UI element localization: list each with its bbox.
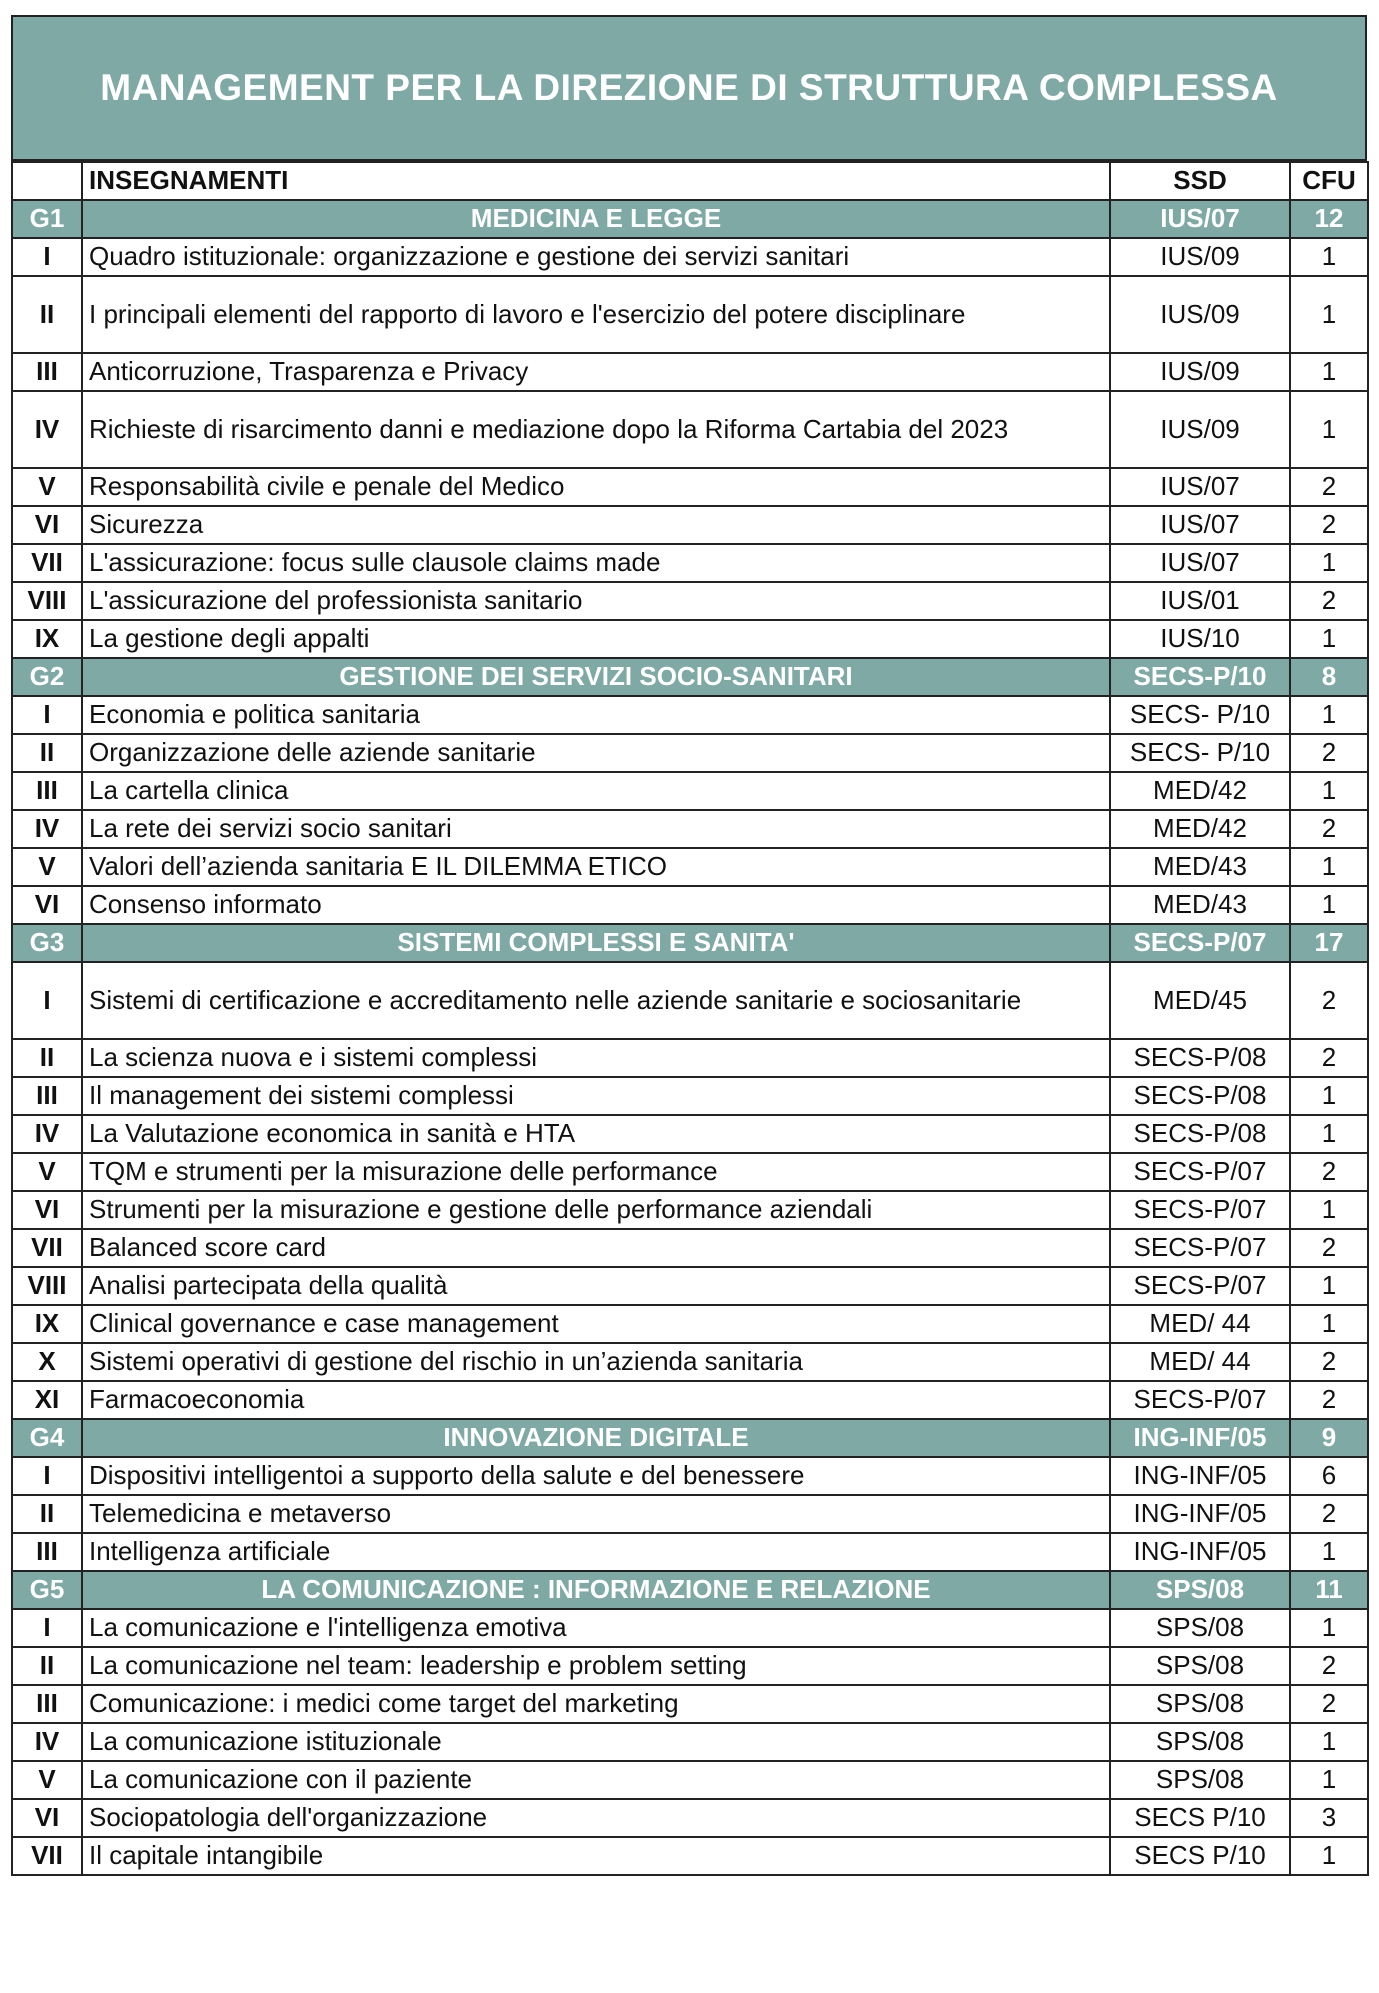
course-ssd: ING-INF/05 xyxy=(1110,1533,1290,1571)
course-cfu: 6 xyxy=(1290,1457,1368,1495)
group-cfu: 12 xyxy=(1290,200,1368,238)
table-row xyxy=(12,734,1368,772)
row-number: VII xyxy=(12,544,82,582)
table-row xyxy=(12,810,1368,848)
table-row xyxy=(12,1533,1368,1571)
course-name: La comunicazione e l'intelligenza emotiva xyxy=(82,1609,1110,1647)
table-row xyxy=(12,848,1368,886)
row-number: IV xyxy=(12,1115,82,1153)
table-row xyxy=(12,1267,1368,1305)
row-number: II xyxy=(12,276,82,353)
row-number: VI xyxy=(12,506,82,544)
course-cfu: 1 xyxy=(1290,1723,1368,1761)
course-ssd: MED/ 44 xyxy=(1110,1305,1290,1343)
course-name: Sistemi di certificazione e accreditamento nelle aziende sanitarie e sociosanitarie xyxy=(82,962,1110,1039)
course-name: Richieste di risarcimento danni e mediazione dopo la Riforma Cartabia del 2023 xyxy=(82,391,1110,468)
row-number: XI xyxy=(12,1381,82,1419)
group-name: INNOVAZIONE DIGITALE xyxy=(82,1419,1110,1457)
course-ssd: ING-INF/05 xyxy=(1110,1457,1290,1495)
course-name: La comunicazione nel team: leadership e problem setting xyxy=(82,1647,1110,1685)
group-ssd: ING-INF/05 xyxy=(1110,1419,1290,1457)
course-cfu: 3 xyxy=(1290,1799,1368,1837)
table-row xyxy=(12,1685,1368,1723)
group-cfu: 8 xyxy=(1290,658,1368,696)
course-name: Organizzazione delle aziende sanitarie xyxy=(82,734,1110,772)
course-name: La cartella clinica xyxy=(82,772,1110,810)
course-cfu: 1 xyxy=(1290,1267,1368,1305)
table-row xyxy=(12,582,1368,620)
course-name: Consenso informato xyxy=(82,886,1110,924)
course-ssd: MED/43 xyxy=(1110,886,1290,924)
group-ssd: SECS-P/07 xyxy=(1110,924,1290,962)
table-row xyxy=(12,1495,1368,1533)
header-ssd: SSD xyxy=(1110,162,1290,200)
course-cfu: 1 xyxy=(1290,848,1368,886)
course-cfu: 2 xyxy=(1290,810,1368,848)
table-row xyxy=(12,468,1368,506)
course-name: Il management dei sistemi complessi xyxy=(82,1077,1110,1115)
course-ssd: SECS-P/07 xyxy=(1110,1267,1290,1305)
page-title: MANAGEMENT PER LA DIREZIONE DI STRUTTURA COMPLESSA xyxy=(11,15,1367,161)
row-number: II xyxy=(12,734,82,772)
group-name: LA COMUNICAZIONE : INFORMAZIONE E RELAZIONE xyxy=(82,1571,1110,1609)
course-name: Quadro istituzionale: organizzazione e gestione dei servizi sanitari xyxy=(82,238,1110,276)
row-number: III xyxy=(12,1533,82,1571)
course-ssd: SECS- P/10 xyxy=(1110,696,1290,734)
table-row xyxy=(12,962,1368,1039)
course-cfu: 1 xyxy=(1290,886,1368,924)
group-ssd: SPS/08 xyxy=(1110,1571,1290,1609)
group-cfu: 11 xyxy=(1290,1571,1368,1609)
table-row xyxy=(12,1077,1368,1115)
course-cfu: 2 xyxy=(1290,734,1368,772)
table-row xyxy=(12,391,1368,468)
course-ssd: IUS/07 xyxy=(1110,544,1290,582)
course-name: La rete dei servizi socio sanitari xyxy=(82,810,1110,848)
course-ssd: MED/42 xyxy=(1110,772,1290,810)
table-row xyxy=(12,1723,1368,1761)
group-header-row xyxy=(12,200,1368,238)
row-number: I xyxy=(12,696,82,734)
table-row xyxy=(12,1761,1368,1799)
group-code: G1 xyxy=(12,200,82,238)
course-name: Dispositivi intelligentoi a supporto della salute e del benessere xyxy=(82,1457,1110,1495)
course-ssd: SPS/08 xyxy=(1110,1723,1290,1761)
group-name: MEDICINA E LEGGE xyxy=(82,200,1110,238)
course-cfu: 2 xyxy=(1290,1153,1368,1191)
course-name: Sociopatologia dell'organizzazione xyxy=(82,1799,1110,1837)
course-cfu: 1 xyxy=(1290,238,1368,276)
course-name: Sistemi operativi di gestione del rischio in un’azienda sanitaria xyxy=(82,1343,1110,1381)
course-ssd: SECS-P/07 xyxy=(1110,1229,1290,1267)
course-cfu: 1 xyxy=(1290,1077,1368,1115)
course-ssd: SECS P/10 xyxy=(1110,1837,1290,1875)
course-ssd: IUS/07 xyxy=(1110,506,1290,544)
course-name: Comunicazione: i medici come target del marketing xyxy=(82,1685,1110,1723)
table-row xyxy=(12,1609,1368,1647)
row-number: V xyxy=(12,1153,82,1191)
course-cfu: 1 xyxy=(1290,1533,1368,1571)
group-header-row xyxy=(12,1571,1368,1609)
course-ssd: SECS-P/08 xyxy=(1110,1077,1290,1115)
row-number: V xyxy=(12,848,82,886)
table-row xyxy=(12,1191,1368,1229)
course-ssd: IUS/09 xyxy=(1110,353,1290,391)
row-number: V xyxy=(12,468,82,506)
course-cfu: 1 xyxy=(1290,276,1368,353)
course-name: L'assicurazione del professionista sanitario xyxy=(82,582,1110,620)
course-cfu: 2 xyxy=(1290,1647,1368,1685)
table-header-row xyxy=(12,162,1368,200)
course-cfu: 2 xyxy=(1290,1343,1368,1381)
course-ssd: MED/42 xyxy=(1110,810,1290,848)
row-number: IV xyxy=(12,1723,82,1761)
course-cfu: 2 xyxy=(1290,506,1368,544)
table-row xyxy=(12,620,1368,658)
course-ssd: MED/ 44 xyxy=(1110,1343,1290,1381)
course-cfu: 1 xyxy=(1290,1305,1368,1343)
course-cfu: 2 xyxy=(1290,1495,1368,1533)
course-name: La gestione degli appalti xyxy=(82,620,1110,658)
course-ssd: MED/43 xyxy=(1110,848,1290,886)
row-number: V xyxy=(12,1761,82,1799)
group-ssd: IUS/07 xyxy=(1110,200,1290,238)
course-cfu: 2 xyxy=(1290,582,1368,620)
course-name: Il capitale intangibile xyxy=(82,1837,1110,1875)
row-number: III xyxy=(12,353,82,391)
course-name: La scienza nuova e i sistemi complessi xyxy=(82,1039,1110,1077)
course-ssd: IUS/07 xyxy=(1110,468,1290,506)
table-row xyxy=(12,544,1368,582)
course-cfu: 1 xyxy=(1290,1191,1368,1229)
course-ssd: SECS- P/10 xyxy=(1110,734,1290,772)
table-row xyxy=(12,1115,1368,1153)
table-row xyxy=(12,1305,1368,1343)
row-number: I xyxy=(12,238,82,276)
header-cfu: CFU xyxy=(1290,162,1368,200)
document xyxy=(11,15,1367,1876)
course-ssd: SECS-P/08 xyxy=(1110,1115,1290,1153)
group-name: SISTEMI COMPLESSI E SANITA' xyxy=(82,924,1110,962)
course-name: Responsabilità civile e penale del Medico xyxy=(82,468,1110,506)
course-ssd: SECS-P/07 xyxy=(1110,1191,1290,1229)
course-cfu: 2 xyxy=(1290,1039,1368,1077)
row-number: VIII xyxy=(12,1267,82,1305)
header-insegnamenti: INSEGNAMENTI xyxy=(82,162,1110,200)
table-row xyxy=(12,353,1368,391)
row-number: I xyxy=(12,962,82,1039)
course-name: Sicurezza xyxy=(82,506,1110,544)
course-name: Strumenti per la misurazione e gestione delle performance aziendali xyxy=(82,1191,1110,1229)
row-number: VI xyxy=(12,1799,82,1837)
group-header-row xyxy=(12,658,1368,696)
course-cfu: 2 xyxy=(1290,1229,1368,1267)
course-name: L'assicurazione: focus sulle clausole claims made xyxy=(82,544,1110,582)
row-number: VI xyxy=(12,1191,82,1229)
course-cfu: 2 xyxy=(1290,962,1368,1039)
course-cfu: 2 xyxy=(1290,1685,1368,1723)
table-row xyxy=(12,696,1368,734)
table-row xyxy=(12,1837,1368,1875)
course-ssd: SECS-P/07 xyxy=(1110,1381,1290,1419)
row-number: III xyxy=(12,772,82,810)
table-row xyxy=(12,276,1368,353)
row-number: VI xyxy=(12,886,82,924)
course-ssd: SECS-P/07 xyxy=(1110,1153,1290,1191)
course-name: Intelligenza artificiale xyxy=(82,1533,1110,1571)
course-cfu: 2 xyxy=(1290,1381,1368,1419)
course-name: Farmacoeconomia xyxy=(82,1381,1110,1419)
row-number: VIII xyxy=(12,582,82,620)
course-cfu: 1 xyxy=(1290,391,1368,468)
table-row xyxy=(12,506,1368,544)
course-table xyxy=(11,161,1369,1876)
row-number: VII xyxy=(12,1837,82,1875)
course-cfu: 1 xyxy=(1290,696,1368,734)
row-number: III xyxy=(12,1685,82,1723)
course-ssd: IUS/01 xyxy=(1110,582,1290,620)
table-row xyxy=(12,1381,1368,1419)
course-cfu: 1 xyxy=(1290,1761,1368,1799)
table-row xyxy=(12,1229,1368,1267)
row-number: I xyxy=(12,1457,82,1495)
course-name: Anticorruzione, Trasparenza e Privacy xyxy=(82,353,1110,391)
course-name: TQM e strumenti per la misurazione delle performance xyxy=(82,1153,1110,1191)
course-ssd: SPS/08 xyxy=(1110,1761,1290,1799)
header-num xyxy=(12,162,82,200)
table-row xyxy=(12,772,1368,810)
course-cfu: 1 xyxy=(1290,620,1368,658)
course-name: La comunicazione con il paziente xyxy=(82,1761,1110,1799)
course-cfu: 1 xyxy=(1290,1837,1368,1875)
table-row xyxy=(12,1153,1368,1191)
group-ssd: SECS-P/10 xyxy=(1110,658,1290,696)
course-ssd: SECS P/10 xyxy=(1110,1799,1290,1837)
course-name: Economia e politica sanitaria xyxy=(82,696,1110,734)
course-ssd: SPS/08 xyxy=(1110,1647,1290,1685)
group-cfu: 17 xyxy=(1290,924,1368,962)
table-row xyxy=(12,1457,1368,1495)
table-row xyxy=(12,886,1368,924)
course-name: Telemedicina e metaverso xyxy=(82,1495,1110,1533)
course-ssd: SPS/08 xyxy=(1110,1609,1290,1647)
table-row xyxy=(12,1343,1368,1381)
course-cfu: 1 xyxy=(1290,544,1368,582)
table-row xyxy=(12,238,1368,276)
group-code: G2 xyxy=(12,658,82,696)
row-number: IX xyxy=(12,620,82,658)
course-name: Clinical governance e case management xyxy=(82,1305,1110,1343)
row-number: I xyxy=(12,1609,82,1647)
row-number: IV xyxy=(12,391,82,468)
table-row xyxy=(12,1799,1368,1837)
course-name: Valori dell’azienda sanitaria E IL DILEMMA ETICO xyxy=(82,848,1110,886)
row-number: II xyxy=(12,1495,82,1533)
course-ssd: SPS/08 xyxy=(1110,1685,1290,1723)
course-cfu: 1 xyxy=(1290,1115,1368,1153)
group-header-row xyxy=(12,1419,1368,1457)
course-cfu: 2 xyxy=(1290,468,1368,506)
course-cfu: 1 xyxy=(1290,772,1368,810)
course-cfu: 1 xyxy=(1290,1609,1368,1647)
table-row xyxy=(12,1039,1368,1077)
course-ssd: IUS/09 xyxy=(1110,238,1290,276)
course-ssd: ING-INF/05 xyxy=(1110,1495,1290,1533)
group-code: G5 xyxy=(12,1571,82,1609)
course-ssd: IUS/09 xyxy=(1110,276,1290,353)
row-number: III xyxy=(12,1077,82,1115)
course-name: La Valutazione economica in sanità e HTA xyxy=(82,1115,1110,1153)
group-name: GESTIONE DEI SERVIZI SOCIO-SANITARI xyxy=(82,658,1110,696)
row-number: VII xyxy=(12,1229,82,1267)
row-number: II xyxy=(12,1039,82,1077)
course-name: Balanced score card xyxy=(82,1229,1110,1267)
course-ssd: MED/45 xyxy=(1110,962,1290,1039)
row-number: IV xyxy=(12,810,82,848)
course-ssd: SECS-P/08 xyxy=(1110,1039,1290,1077)
group-cfu: 9 xyxy=(1290,1419,1368,1457)
course-name: La comunicazione istituzionale xyxy=(82,1723,1110,1761)
course-table-body xyxy=(12,162,1368,1875)
row-number: X xyxy=(12,1343,82,1381)
course-ssd: IUS/10 xyxy=(1110,620,1290,658)
course-cfu: 1 xyxy=(1290,353,1368,391)
course-name: Analisi partecipata della qualità xyxy=(82,1267,1110,1305)
group-code: G3 xyxy=(12,924,82,962)
course-ssd: IUS/09 xyxy=(1110,391,1290,468)
course-name: I principali elementi del rapporto di lavoro e l'esercizio del potere disciplinare xyxy=(82,276,1110,353)
row-number: II xyxy=(12,1647,82,1685)
group-header-row xyxy=(12,924,1368,962)
group-code: G4 xyxy=(12,1419,82,1457)
row-number: IX xyxy=(12,1305,82,1343)
table-row xyxy=(12,1647,1368,1685)
